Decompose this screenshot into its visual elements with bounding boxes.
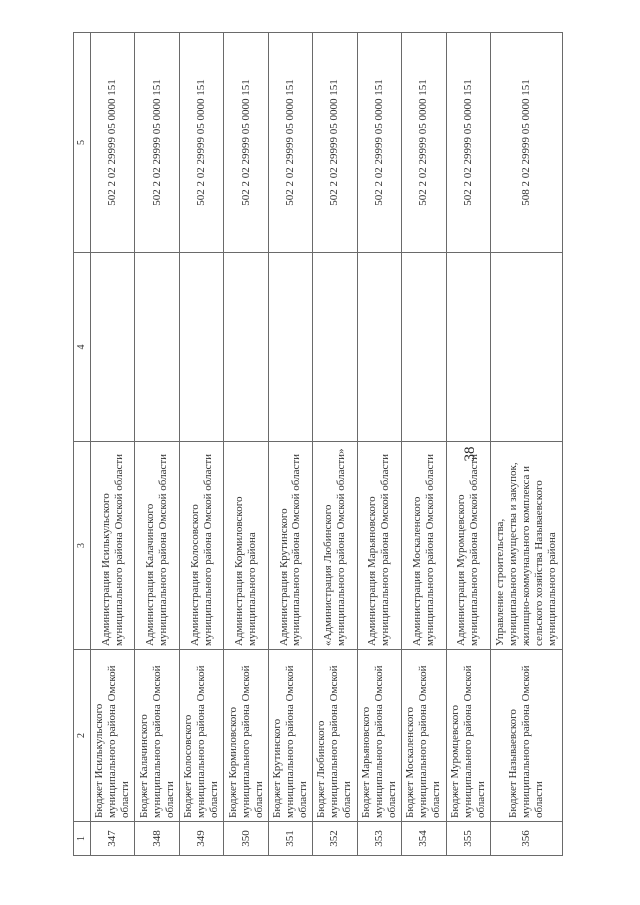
table-row xyxy=(135,33,179,856)
column-4-cell xyxy=(357,253,401,442)
budget-name: Бюджет Называевского муниципального района Омской области xyxy=(490,650,562,822)
row-number: 350 xyxy=(224,822,268,856)
row-number: 347 xyxy=(91,822,135,856)
administrator-name: Администрация Колосовского муниципального района Омской области xyxy=(179,442,223,650)
administrator-name: «Администрация Любинского муниципального района Омской области» xyxy=(313,442,357,650)
column-4-cell xyxy=(224,253,268,442)
administrator-name: Администрация Марьяновского муниципального района Омской области xyxy=(357,442,401,650)
row-number: 354 xyxy=(402,822,446,856)
budget-name: Бюджет Кормиловского муниципального района Омской области xyxy=(224,650,268,822)
budget-code: 502 2 02 29999 05 0000 151 xyxy=(135,33,179,253)
column-4-cell xyxy=(268,253,312,442)
column-4-cell xyxy=(402,253,446,442)
budget-code: 502 2 02 29999 05 0000 151 xyxy=(446,33,490,253)
table-row xyxy=(402,33,446,856)
budget-code: 502 2 02 29999 05 0000 151 xyxy=(357,33,401,253)
budget-name: Бюджет Колосовского муниципального района Омской области xyxy=(179,650,223,822)
row-number: 348 xyxy=(135,822,179,856)
header-row xyxy=(74,33,91,856)
column-header: 5 xyxy=(74,33,91,253)
column-4-cell xyxy=(490,253,562,442)
row-number: 351 xyxy=(268,822,312,856)
administrator-name: Администрация Москаленского муниципального района Омской области xyxy=(402,442,446,650)
table-row xyxy=(313,33,357,856)
row-number: 352 xyxy=(313,822,357,856)
budget-table xyxy=(73,32,563,856)
table-row xyxy=(91,33,135,856)
budget-code: 502 2 02 29999 05 0000 151 xyxy=(268,33,312,253)
column-4-cell xyxy=(91,253,135,442)
column-4-cell xyxy=(179,253,223,442)
table-row xyxy=(179,33,223,856)
row-number: 349 xyxy=(179,822,223,856)
budget-code: 502 2 02 29999 05 0000 151 xyxy=(224,33,268,253)
table-row xyxy=(446,33,490,856)
budget-name: Бюджет Исилькульского муниципального района Омской области xyxy=(91,650,135,822)
budget-name: Бюджет Крутинского муниципального района Омской области xyxy=(268,650,312,822)
administrator-name: Управление строительства, муниципального имущества и закупок, жилищно-коммунального комплекса и сельского хозяйства Называевского муниципального района xyxy=(490,442,562,650)
table-row xyxy=(357,33,401,856)
administrator-name: Администрация Крутинского муниципального района Омской области xyxy=(268,442,312,650)
table-row xyxy=(224,33,268,856)
row-number: 353 xyxy=(357,822,401,856)
budget-name: Бюджет Любинского муниципального района Омской области xyxy=(313,650,357,822)
column-4-cell xyxy=(135,253,179,442)
page-number: 38 xyxy=(461,446,478,462)
budget-code: 502 2 02 29999 05 0000 151 xyxy=(402,33,446,253)
column-4-cell xyxy=(446,253,490,442)
budget-code: 502 2 02 29999 05 0000 151 xyxy=(91,33,135,253)
table-row xyxy=(490,33,562,856)
budget-name: Бюджет Москаленского муниципального района Омской области xyxy=(402,650,446,822)
budget-name: Бюджет Калачинского муниципального района Омской области xyxy=(135,650,179,822)
administrator-name: Администрация Муромцевского муниципального района Омской области xyxy=(446,442,490,650)
row-number: 356 xyxy=(490,822,562,856)
administrator-name: Администрация Кормиловского муниципального района xyxy=(224,442,268,650)
administrator-name: Администрация Калачинского муниципального района Омской области xyxy=(135,442,179,650)
rotated-table-container xyxy=(73,33,563,856)
budget-name: Бюджет Марьяновского муниципального района Омской области xyxy=(357,650,401,822)
budget-name: Бюджет Муромцевского муниципального района Омской области xyxy=(446,650,490,822)
budget-code: 508 2 02 29999 05 0000 151 xyxy=(490,33,562,253)
column-header: 3 xyxy=(74,442,91,650)
column-header: 4 xyxy=(74,253,91,442)
column-header: 1 xyxy=(74,822,91,856)
budget-code: 502 2 02 29999 05 0000 151 xyxy=(313,33,357,253)
budget-code: 502 2 02 29999 05 0000 151 xyxy=(179,33,223,253)
administrator-name: Администрация Исилькульского муниципального района Омской области xyxy=(91,442,135,650)
table-row xyxy=(268,33,312,856)
column-4-cell xyxy=(313,253,357,442)
row-number: 355 xyxy=(446,822,490,856)
column-header: 2 xyxy=(74,650,91,822)
